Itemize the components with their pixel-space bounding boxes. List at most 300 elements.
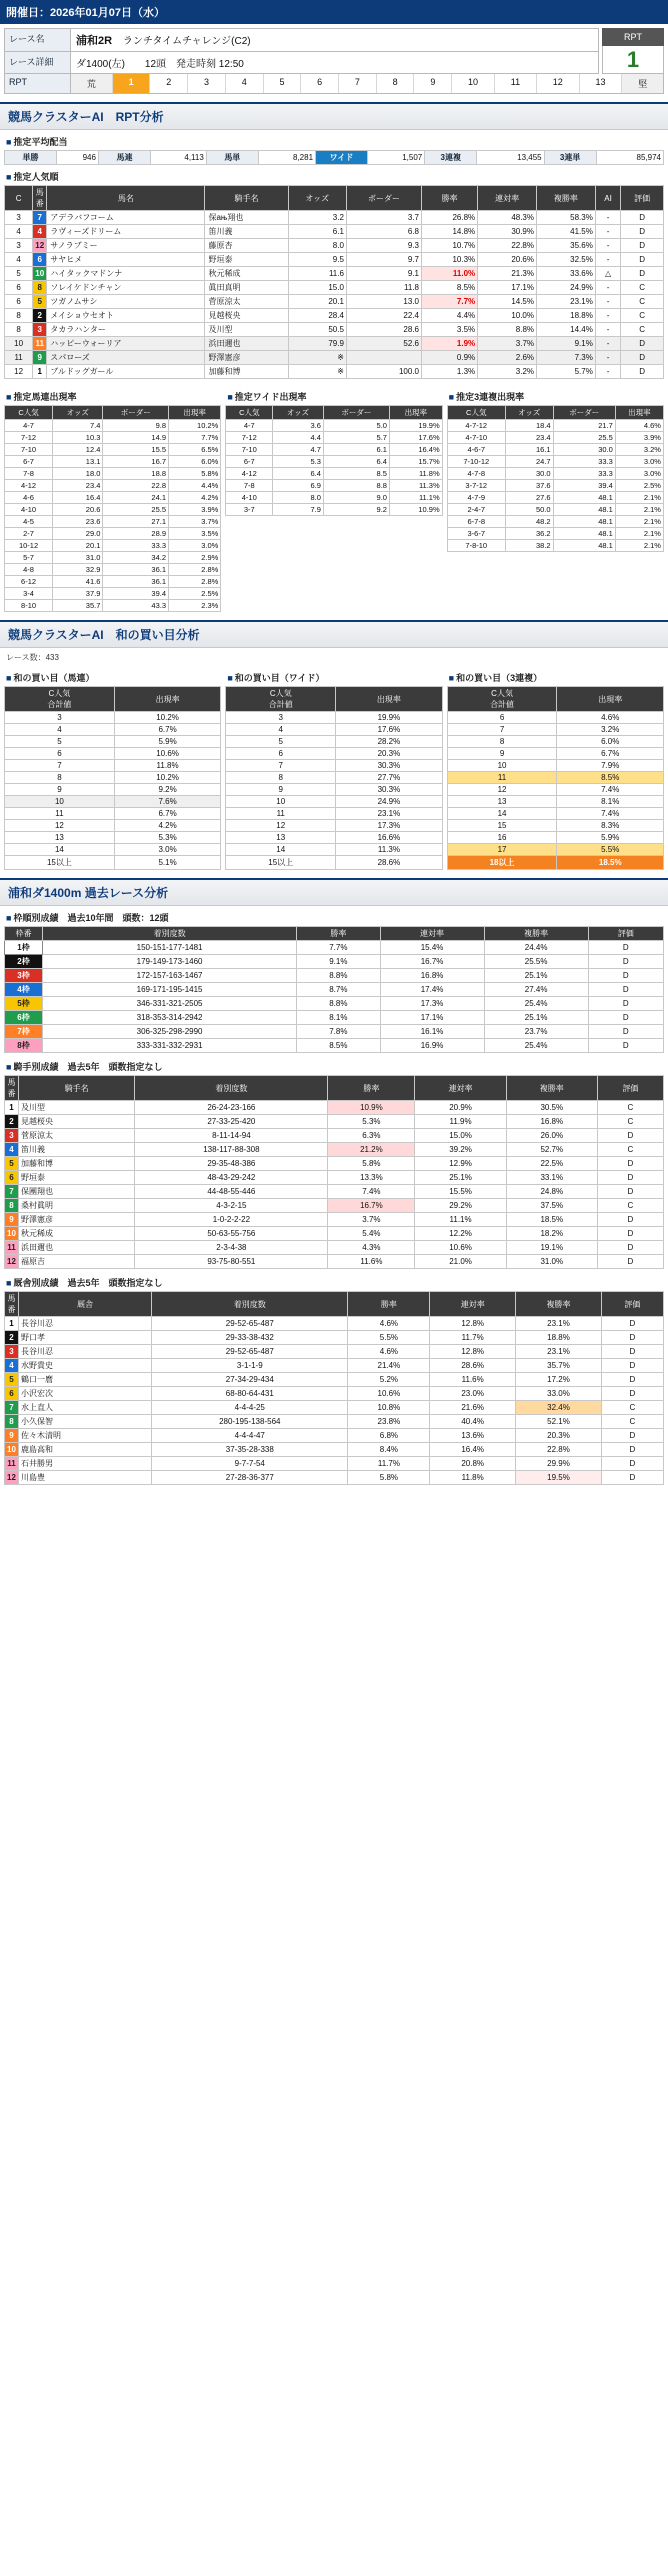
table-row (5, 281, 664, 295)
horse-name: ソレイケドンチャン (47, 281, 205, 295)
table-row (226, 420, 442, 432)
waku-subhead: ■ 枠順別成績 過去10年間 頭数：12頭 (4, 911, 664, 924)
table-row (5, 856, 221, 870)
win-rate: 13.3% (328, 1171, 415, 1185)
odds: 6.4 (273, 468, 324, 480)
table-row (5, 1471, 664, 1485)
table-row (5, 941, 664, 955)
evaluation: D (588, 1025, 663, 1039)
trainer-table (4, 1291, 664, 1485)
horse-number: 4 (5, 1359, 19, 1373)
rpt-cell-10[interactable]: 10 (452, 74, 495, 93)
combination: 7-8-10 (447, 540, 505, 552)
section-past-race-title: 浦和ダ1400m 過去レース分析 (0, 878, 668, 906)
odds: 24.7 (505, 456, 553, 468)
trainer-name: 水野貴史 (19, 1359, 152, 1373)
table-row (447, 540, 663, 552)
kaime-rate: 6.7% (557, 748, 664, 760)
record: 93-75-80-551 (135, 1255, 328, 1269)
horse-number: 8 (33, 281, 47, 295)
evaluation: D (597, 1157, 663, 1171)
jockey-name: 及川型 (205, 323, 288, 337)
win-rate: 10.3% (421, 253, 477, 267)
record: 37-35-28-338 (152, 1443, 348, 1457)
combination: 2-4-7 (447, 504, 505, 516)
win-rate: 1.3% (421, 365, 477, 379)
kaime-sum: 10 (447, 760, 557, 772)
win-rate: 10.9% (328, 1101, 415, 1115)
record: 26-24-23-166 (135, 1101, 328, 1115)
odds: 7.9 (273, 504, 324, 516)
kaime-sum: 7 (447, 724, 557, 736)
table-row (5, 468, 221, 480)
kaime-rate: 3.2% (557, 724, 664, 736)
venue-race: 浦和2R (76, 35, 113, 47)
appearance-rate: 5.8% (169, 468, 221, 480)
win-rate: 8.7% (297, 983, 380, 997)
combination: 4-7-9 (447, 492, 505, 504)
win-rate: 8.8% (297, 997, 380, 1011)
record: 172-157-163-1467 (43, 969, 297, 983)
kaime-sum: 7 (226, 760, 336, 772)
trainer-name: 野口孝 (19, 1331, 152, 1345)
kaime-rate: 11.8% (114, 760, 221, 772)
record: 4-3-2-15 (135, 1199, 328, 1213)
kaime-rate: 5.9% (114, 736, 221, 748)
top3-rate: 24.4% (484, 941, 588, 955)
ai-mark: △ (595, 267, 620, 281)
horse-number: 9 (5, 1213, 19, 1227)
appearance-rate: 2.5% (169, 588, 221, 600)
horse-name: サノラブミー (47, 239, 205, 253)
top3-rate: 25.4% (484, 1039, 588, 1053)
jockey-name: 野澤憲彦 (205, 351, 288, 365)
combination: 4-12 (5, 480, 53, 492)
record: 2-3-4-38 (135, 1241, 328, 1255)
top3-rate: 16.8% (506, 1115, 597, 1129)
waku-col-1: 着別度数 (43, 927, 297, 941)
top2-rate: 14.5% (478, 295, 537, 309)
table-row (226, 796, 442, 808)
appearance-rate: 3.9% (615, 432, 663, 444)
table-row (5, 1415, 664, 1429)
evaluation: D (601, 1387, 663, 1401)
top2-rate: 11.1% (415, 1213, 506, 1227)
top2-rate: 16.8% (380, 969, 484, 983)
top2-rate: 30.9% (478, 225, 537, 239)
payout-value: 946 (57, 151, 99, 165)
payout-label: 馬単 (206, 151, 258, 165)
appearance-rate: 4.4% (169, 480, 221, 492)
table-row (447, 516, 663, 528)
rpt-label: RPT (602, 28, 664, 46)
table-row (5, 420, 221, 432)
rpt-cell-4[interactable]: 4 (226, 74, 264, 93)
evaluation: D (621, 225, 664, 239)
kaime-rate: 5.9% (557, 832, 664, 844)
trainer-col-4: 連対率 (430, 1292, 516, 1317)
combination: 7-12 (226, 432, 273, 444)
border: 3.7 (346, 211, 421, 225)
c-rank: 8 (5, 309, 33, 323)
jockey-name: 笛川義 (19, 1143, 135, 1157)
horse-number: 12 (33, 239, 47, 253)
jockey-name: 見越桜央 (205, 309, 288, 323)
frame-number: 3枠 (5, 969, 43, 983)
odds: 37.6 (505, 480, 553, 492)
kaime-sum: 8 (226, 772, 336, 784)
top3-rate: 23.1% (516, 1345, 602, 1359)
evaluation: D (621, 365, 664, 379)
top2-rate: 11.8% (430, 1471, 516, 1485)
top3-rate: 25.1% (484, 1011, 588, 1025)
rpt-cell-9[interactable]: 9 (414, 74, 452, 93)
trainer-col-5: 複勝率 (516, 1292, 602, 1317)
horse-number: 6 (5, 1171, 19, 1185)
table-row (226, 492, 442, 504)
horse-number: 8 (5, 1199, 19, 1213)
evaluation: D (621, 253, 664, 267)
horse-number: 9 (5, 1429, 19, 1443)
top2-rate: 22.8% (478, 239, 537, 253)
evaluation: C (601, 1401, 663, 1415)
top3-rate: 18.2% (506, 1227, 597, 1241)
kaime-rate: 4.2% (114, 820, 221, 832)
odds: 18.4 (505, 420, 553, 432)
table-row (5, 516, 221, 528)
jockey-col-0: 馬番 (5, 1076, 19, 1101)
ai-mark: - (595, 365, 620, 379)
combination: 3-6-7 (447, 528, 505, 540)
evaluation: D (601, 1471, 663, 1485)
top3-rate: 33.6% (537, 267, 596, 281)
horse-number: 2 (5, 1115, 19, 1129)
top3-rate: 19.5% (516, 1471, 602, 1485)
appearance-rate: 2.1% (615, 528, 663, 540)
horse-name: ハイタックマドンナ (47, 267, 205, 281)
table-row (5, 1025, 664, 1039)
border: 33.3 (553, 468, 615, 480)
border: 21.7 (553, 420, 615, 432)
table-row (447, 784, 663, 796)
border: 39.4 (103, 588, 169, 600)
record: 3-1-1-9 (152, 1359, 348, 1373)
table-row (447, 820, 663, 832)
record: 29-52-65-487 (152, 1345, 348, 1359)
odds: 7.4 (53, 420, 103, 432)
horse-list-table (4, 185, 664, 379)
combination: 3-4 (5, 588, 53, 600)
payout-value: 8,281 (258, 151, 315, 165)
evaluation: D (597, 1185, 663, 1199)
combination: 4-7-10 (447, 432, 505, 444)
top2-rate: 15.0% (415, 1129, 506, 1143)
border: 24.1 (103, 492, 169, 504)
record: 8-11-14-94 (135, 1129, 328, 1143)
table-row (5, 456, 221, 468)
combination: 3-7 (226, 504, 273, 516)
appearance-rate: 11.1% (389, 492, 442, 504)
combination: 7-8 (5, 468, 53, 480)
top2-rate: 29.2% (415, 1199, 506, 1213)
evaluation: C (597, 1143, 663, 1157)
table-row (226, 444, 442, 456)
border: 25.5 (553, 432, 615, 444)
kaime-sanren-table (447, 686, 664, 870)
horse-number: 3 (5, 1345, 19, 1359)
ai-mark: - (595, 323, 620, 337)
evaluation: D (588, 955, 663, 969)
appearance-rate: 3.0% (615, 456, 663, 468)
trainer-name: 川島豊 (19, 1471, 152, 1485)
table-row (226, 808, 442, 820)
appearance-rate: 11.8% (389, 468, 442, 480)
odds: 16.1 (505, 444, 553, 456)
table-row (226, 748, 442, 760)
top3-rate: 32.4% (516, 1401, 602, 1415)
rpt-cell-堅[interactable]: 堅 (622, 74, 663, 93)
evaluation: D (597, 1241, 663, 1255)
top2-rate: 8.8% (478, 323, 537, 337)
rpt-cell-11[interactable]: 11 (495, 74, 537, 93)
appearance-rate: 2.8% (169, 576, 221, 588)
table-row (5, 820, 221, 832)
border: 15.5 (103, 444, 169, 456)
evaluation: D (597, 1213, 663, 1227)
ninki-col-0: C (5, 186, 33, 211)
record: 29-52-65-487 (152, 1317, 348, 1331)
table-row (5, 1359, 664, 1373)
table-row (447, 444, 663, 456)
win-rate: 3.5% (421, 323, 477, 337)
border: 11.8 (346, 281, 421, 295)
odds: 35.7 (53, 600, 103, 612)
top2-rate: 10.6% (415, 1241, 506, 1255)
combination: 6-7 (5, 456, 53, 468)
border: 48.1 (553, 528, 615, 540)
odds: 12.4 (53, 444, 103, 456)
kaime-head-rate: 出現率 (557, 687, 664, 712)
jockey-name: 加藤和博 (205, 365, 288, 379)
kaime-sum: 12 (226, 820, 336, 832)
table-row (447, 808, 663, 820)
table-row (447, 456, 663, 468)
trainer-name: 水上直人 (19, 1401, 152, 1415)
kaime-head-rate: 出現率 (336, 687, 443, 712)
record: 138-117-88-308 (135, 1143, 328, 1157)
odds: ※ (288, 351, 346, 365)
rpt-cell-6[interactable]: 6 (301, 74, 339, 93)
combination: 6-7 (226, 456, 273, 468)
rpt-cell-荒[interactable]: 荒 (71, 74, 113, 93)
top3-rate: 23.1% (516, 1317, 602, 1331)
top2-rate: 25.1% (415, 1171, 506, 1185)
border: 52.6 (346, 337, 421, 351)
horse-name: アデラバフコーム (47, 211, 205, 225)
record: 346-331-321-2505 (43, 997, 297, 1011)
table-row (5, 211, 664, 225)
table-row (5, 351, 664, 365)
rpt-cell-5[interactable]: 5 (264, 74, 302, 93)
kaime-rate: 19.9% (336, 712, 443, 724)
evaluation: D (597, 1129, 663, 1143)
kaime-sum: 9 (5, 784, 115, 796)
jockey-name: 加藤和博 (19, 1157, 135, 1171)
win-rate: 8.1% (297, 1011, 380, 1025)
trainer-col-2: 着別度数 (152, 1292, 348, 1317)
evaluation: D (597, 1171, 663, 1185)
table-row (5, 432, 221, 444)
evaluation: C (621, 323, 664, 337)
combination: 4-7 (5, 420, 53, 432)
kaime-sum: 3 (5, 712, 115, 724)
kaime-sum: 13 (447, 796, 557, 808)
jockey-name: 菅原涼太 (19, 1129, 135, 1143)
kaime-rate: 10.2% (114, 712, 221, 724)
border: 28.9 (103, 528, 169, 540)
trainer-name: 鶴口一麿 (19, 1373, 152, 1387)
mini-col-0: C人気 (447, 406, 505, 420)
table-row (447, 480, 663, 492)
top3-rate: 7.3% (537, 351, 596, 365)
kaime-tables (4, 666, 664, 870)
odds: 20.1 (288, 295, 346, 309)
evaluation: C (621, 309, 664, 323)
win-rate: 6.3% (328, 1129, 415, 1143)
appearance-rate: 10.9% (389, 504, 442, 516)
win-rate: 11.6% (328, 1255, 415, 1269)
c-rank: 6 (5, 295, 33, 309)
rpt-cell-3[interactable]: 3 (188, 74, 226, 93)
kaime-rate: 10.6% (114, 748, 221, 760)
table-row (5, 955, 664, 969)
top2-rate: 15.4% (380, 941, 484, 955)
table-row (5, 1171, 664, 1185)
rpt-cell-13[interactable]: 13 (580, 74, 623, 93)
horse-number: 3 (33, 323, 47, 337)
border: 9.1 (346, 267, 421, 281)
appearance-rate: 2.3% (169, 600, 221, 612)
evaluation: D (597, 1227, 663, 1241)
c-rank: 3 (5, 239, 33, 253)
win-rate: 21.4% (348, 1359, 430, 1373)
table-row (5, 784, 221, 796)
horse-number: 2 (5, 1331, 19, 1345)
evaluation: D (601, 1359, 663, 1373)
frame-number: 7枠 (5, 1025, 43, 1039)
table-header-row (5, 186, 664, 211)
kaime-sum: 15以上 (5, 856, 115, 870)
kaime-sum: 10 (5, 796, 115, 808)
rpt-cell-8[interactable]: 8 (377, 74, 415, 93)
top3-rate: 25.5% (484, 955, 588, 969)
record: 1-0-2-2-22 (135, 1213, 328, 1227)
kaime-rate: 5.5% (557, 844, 664, 856)
win-rate: 4.3% (328, 1241, 415, 1255)
top3-rate: 33.0% (516, 1387, 602, 1401)
horse-number: 5 (5, 1373, 19, 1387)
table-row (5, 253, 664, 267)
record: 48-43-29-242 (135, 1171, 328, 1185)
appearance-rate: 6.0% (169, 456, 221, 468)
jockey-name: 及川型 (19, 1101, 135, 1115)
kaime-rate: 30.3% (336, 784, 443, 796)
c-rank: 3 (5, 211, 33, 225)
rpt-cell-2[interactable]: 2 (150, 74, 188, 93)
frame-number: 5枠 (5, 997, 43, 1011)
table-row (5, 724, 221, 736)
border: 48.1 (553, 516, 615, 528)
table-header-row (447, 687, 663, 712)
odds: 10.3 (53, 432, 103, 444)
ninki-col-6: 勝率 (421, 186, 477, 211)
border: 48.1 (553, 540, 615, 552)
horse-number: 1 (33, 365, 47, 379)
horse-number: 10 (5, 1227, 19, 1241)
table-row (5, 1129, 664, 1143)
evaluation: D (601, 1457, 663, 1471)
table-row (5, 365, 664, 379)
table-row (5, 1227, 664, 1241)
top2-rate: 13.6% (430, 1429, 516, 1443)
rpt-cell-1[interactable]: 1 (113, 74, 151, 93)
horse-number: 6 (33, 253, 47, 267)
top3-rate: 22.5% (506, 1157, 597, 1171)
top2-rate: 21.3% (478, 267, 537, 281)
horse-number: 5 (5, 1157, 19, 1171)
table-header-row (5, 1292, 664, 1317)
c-rank: 6 (5, 281, 33, 295)
combination: 2-7 (5, 528, 53, 540)
top2-rate: 17.3% (380, 997, 484, 1011)
table-row (447, 712, 663, 724)
top2-rate: 16.4% (430, 1443, 516, 1457)
win-rate: 8.8% (297, 969, 380, 983)
evaluation: D (601, 1345, 663, 1359)
top3-rate: 27.4% (484, 983, 588, 997)
odds: 79.9 (288, 337, 346, 351)
table-row (5, 832, 221, 844)
table-row (5, 808, 221, 820)
win-rate: 6.8% (348, 1429, 430, 1443)
race-name-value (71, 29, 598, 51)
table-row (5, 225, 664, 239)
trainer-name: 長谷川忍 (19, 1345, 152, 1359)
odds: 50.0 (505, 504, 553, 516)
table-row (5, 151, 664, 165)
table-row (447, 724, 663, 736)
record: 318-353-314-2942 (43, 1011, 297, 1025)
rpt-cell-7[interactable]: 7 (339, 74, 377, 93)
race-detail-value: ダ1400(左) 12頭 発走時刻 12:50 (71, 52, 598, 73)
rpt-cell-12[interactable]: 12 (537, 74, 580, 93)
border: 27.1 (103, 516, 169, 528)
jockey-col-3: 勝率 (328, 1076, 415, 1101)
table-row (5, 772, 221, 784)
win-rate: 10.7% (421, 239, 477, 253)
combination: 6-7-8 (447, 516, 505, 528)
horse-number: 11 (5, 1457, 19, 1471)
trainer-name: 佐々木清明 (19, 1429, 152, 1443)
trainer-name: 長谷川忍 (19, 1317, 152, 1331)
odds: 20.1 (53, 540, 103, 552)
win-rate: 5.2% (348, 1373, 430, 1387)
border: 39.4 (553, 480, 615, 492)
horse-number: 7 (5, 1185, 19, 1199)
race-header (4, 28, 664, 74)
win-rate: 5.4% (328, 1227, 415, 1241)
ai-mark: - (595, 309, 620, 323)
